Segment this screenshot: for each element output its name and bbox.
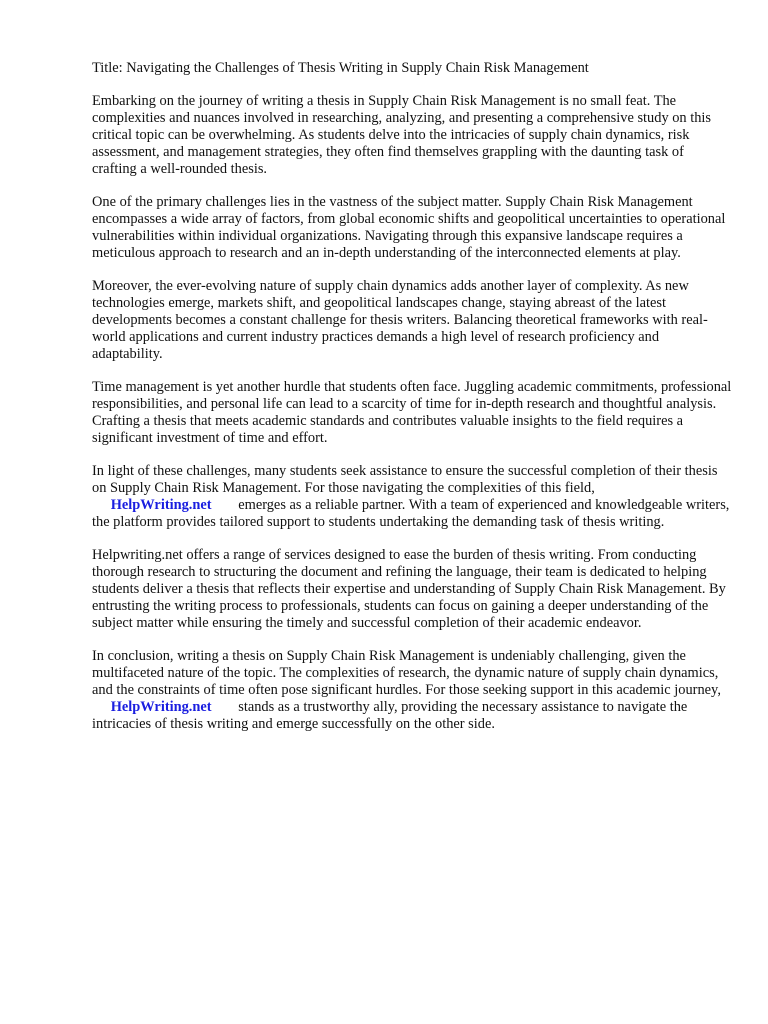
helpwriting-link-conclusion[interactable]: HelpWriting.net	[110, 699, 212, 715]
document-title: Title: Navigating the Challenges of Thesis Writing in Supply Chain Risk Management	[92, 60, 589, 76]
paragraph-conclusion-text-after: stands as a trustworthy ally, providing the necessary assistance to navigate the intricacies of thesis writing and emerge successfully on the other side.	[92, 699, 688, 732]
paragraph-conclusion	[92, 648, 732, 733]
paragraph-services: Helpwriting.net offers a range of services designed to ease the burden of thesis writing. From conducting thorough research to structuring the document and refining the language, their team is dedicated to helping students deliver a thesis that reflects their expertise and understanding of Supply Chain Risk Management. By entrusting the writing process to professionals, students can focus on gaining a deeper understanding of the subject matter while ensuring the timely and successful completion of their academic endeavor.	[92, 547, 726, 631]
paragraph-assistance-text-after: emerges as a reliable partner. With a team of experienced and knowledgeable writers, the platform provides tailored support to students undertaking the demanding task of thesis writing.	[92, 497, 730, 530]
paragraph-intro: Embarking on the journey of writing a thesis in Supply Chain Risk Management is no small feat. The complexities and nuances involved in researching, analyzing, and presenting a comprehensive study on this critical topic can be overwhelming. As students delve into the intricacies of supply chain dynamics, risk assessment, and management strategies, they often find themselves grappling with the daunting task of crafting a well-rounded thesis.	[92, 93, 712, 177]
document-page	[92, 60, 732, 749]
paragraph-assistance-text-before: In light of these challenges, many students seek assistance to ensure the successful completion of their thesis on Supply Chain Risk Management. For those navigating the complexities of this field,	[92, 463, 718, 496]
paragraph-dynamics: Moreover, the ever-evolving nature of supply chain dynamics adds another layer of complexity. As new technologies emerge, markets shift, and geopolitical landscapes change, staying abreast of the latest developments becomes a constant challenge for thesis writers. Balancing theoretical frameworks with real-world applications and current industry practices demands a high level of research proficiency and adaptability.	[92, 278, 708, 362]
paragraph-challenges: One of the primary challenges lies in the vastness of the subject matter. Supply Chain Risk Management encompasses a wide array of factors, from global economic shifts and geopolitical uncertainties to operational vulnerabilities within individual organizations. Navigating through this expansive landscape requires a meticulous approach to research and an in-depth understanding of the interconnected elements at play.	[92, 194, 726, 261]
helpwriting-link[interactable]: HelpWriting.net	[110, 497, 212, 513]
paragraph-conclusion-text-before: In conclusion, writing a thesis on Supply Chain Risk Management is undeniably challenging, given the multifaceted nature of the topic. The complexities of research, the dynamic nature of supply chain dynamics, and the constraints of time often pose significant hurdles. For those seeking support in this academic journey,	[92, 648, 721, 698]
paragraph-assistance	[92, 463, 732, 531]
paragraph-time-management: Time management is yet another hurdle that students often face. Juggling academic commitments, professional responsibilities, and personal life can lead to a scarcity of time for in-depth research and thoughtful analysis. Crafting a thesis that meets academic standards and contributes valuable insights to the field requires a significant investment of time and effort.	[92, 379, 732, 446]
